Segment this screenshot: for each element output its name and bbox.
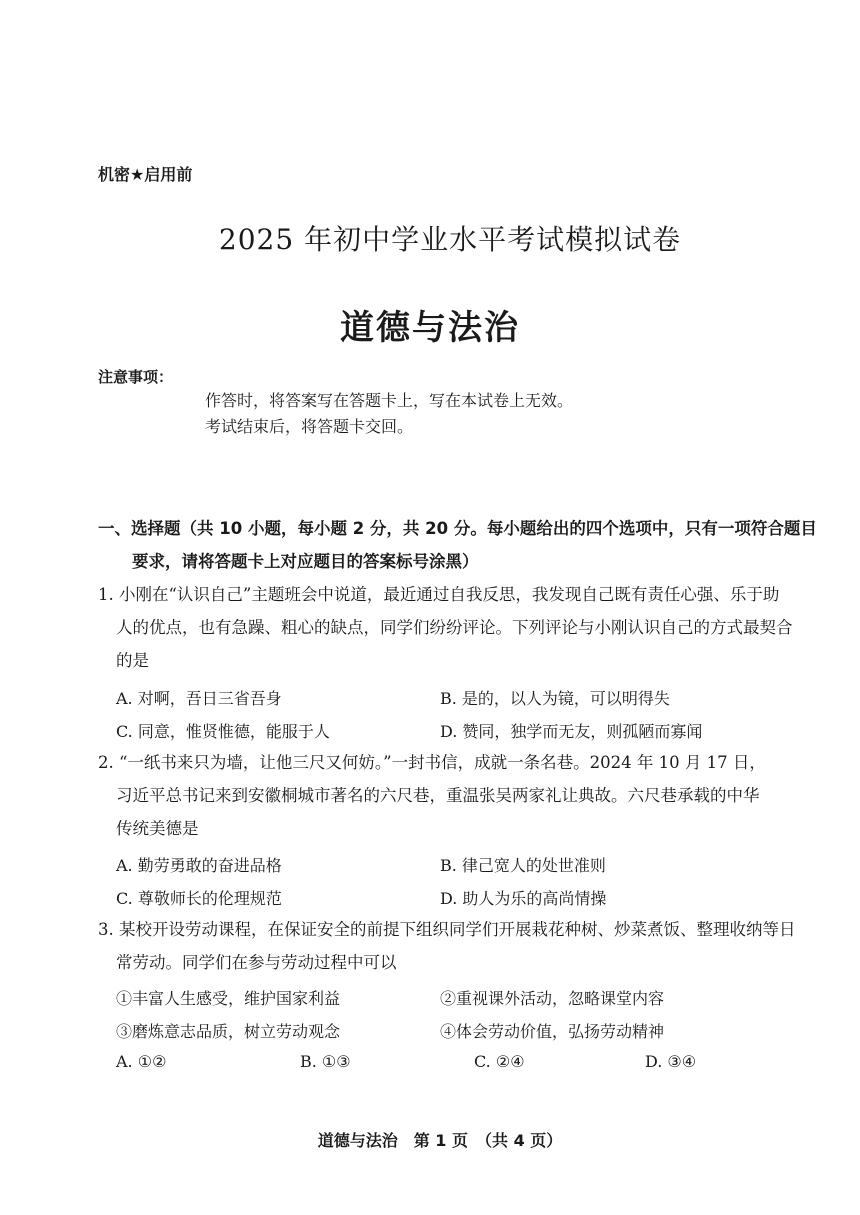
question-2-option-d: D. 助人为乐的高尚情操 bbox=[440, 889, 607, 908]
section-heading-line-1: 一、选择题（共 10 小题，每小题 2 分，共 20 分。每小题给出的四个选项中，只有一项符合题目 bbox=[98, 519, 817, 538]
page-footer: 道德与法治 第 1 页 （共 4 页） bbox=[317, 1131, 563, 1150]
question-3-statement-1: ①丰富人生感受，维护国家利益 bbox=[116, 989, 341, 1008]
question-1-line-1: 1. 小刚在“认识自己”主题班会中说道，最近通过自我反思，我发现自己既有责任心强、乐于助 bbox=[98, 585, 780, 604]
question-3-option-d: D. ③④ bbox=[645, 1052, 697, 1071]
question-3-statement-4: ④体会劳动价值，弘扬劳动精神 bbox=[440, 1022, 665, 1041]
question-3-line-2: 常劳动。同学们在参与劳动过程中可以 bbox=[116, 953, 397, 972]
question-3-stem bbox=[98, 913, 818, 979]
question-1-option-b: B. 是的，以人为镜，可以明得失 bbox=[440, 689, 670, 708]
confidential-label: 机密★启用前 bbox=[98, 165, 193, 184]
section-heading-line-2: 要求，请将答题卡上对应题目的答案标号涂黑） bbox=[132, 552, 479, 571]
exam-title: 2025 年初中学业水平考试模拟试卷 bbox=[218, 223, 682, 256]
question-3-statement-3: ③磨炼意志品质，树立劳动观念 bbox=[116, 1022, 341, 1041]
question-2-option-b: B. 律己宽人的处世准则 bbox=[440, 856, 606, 875]
notice-title: 注意事项： bbox=[98, 368, 174, 386]
section-heading bbox=[98, 512, 818, 578]
question-1-option-c: C. 同意，惟贤惟德，能服于人 bbox=[116, 722, 330, 741]
question-1-line-2: 人的优点，也有急躁、粗心的缺点，同学们纷纷评论。下列评论与小刚认识自己的方式最契合 bbox=[116, 618, 793, 637]
question-2-line-3: 传统美德是 bbox=[116, 819, 199, 838]
question-3-option-a: A. ①② bbox=[116, 1052, 167, 1071]
question-2-line-2: 习近平总书记来到安徽桐城市著名的六尺巷，重温张吴两家礼让典故。六尺巷承载的中华 bbox=[116, 786, 760, 805]
question-3-option-c: C. ②④ bbox=[474, 1052, 525, 1071]
question-1-option-a: A. 对啊，吾日三省吾身 bbox=[116, 689, 282, 708]
question-1-option-d: D. 赞同，独学而无友，则孤陋而寡闻 bbox=[440, 722, 703, 741]
question-2-option-a: A. 勤劳勇敢的奋进品格 bbox=[116, 856, 282, 875]
notice-line-1: 作答时，将答案写在答题卡上，写在本试卷上无效。 bbox=[205, 391, 574, 410]
question-3-option-b: B. ①③ bbox=[300, 1052, 351, 1071]
question-2-line-1: 2. “一纸书来只为墙，让他三尺又何妨。”一封书信，成就一条名巷。2024 年 10 月 17 日， bbox=[98, 753, 766, 772]
subject-title: 道德与法治 bbox=[340, 308, 520, 348]
question-2-stem bbox=[98, 746, 818, 845]
question-3-line-1: 3. 某校开设劳动课程，在保证安全的前提下组织同学们开展栽花种树、炒菜煮饭、整理收纳等日 bbox=[98, 920, 796, 939]
question-2-option-c: C. 尊敬师长的伦理规范 bbox=[116, 889, 282, 908]
question-1-line-3: 的是 bbox=[116, 651, 149, 670]
question-1-stem bbox=[98, 578, 818, 677]
question-3-statement-2: ②重视课外活动，忽略课堂内容 bbox=[440, 989, 665, 1008]
notice-line-2: 考试结束后，将答题卡交回。 bbox=[205, 417, 414, 436]
